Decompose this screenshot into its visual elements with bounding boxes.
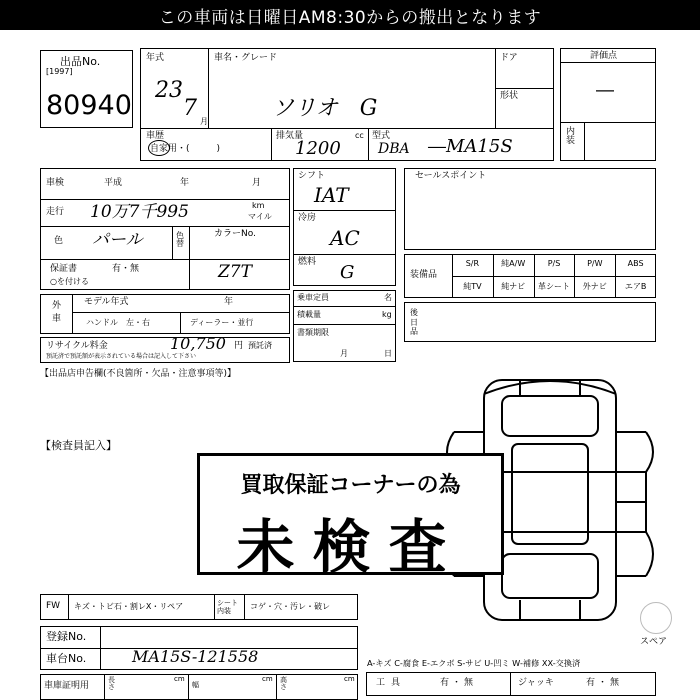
spare-tire-icon [640,602,672,634]
seat-label: シート内装 [217,599,238,616]
fw-text: キズ・トビ石・割レX・リペア [74,602,184,611]
ac-label: 冷房 [298,213,317,223]
lot-sub: [1997] [46,67,73,76]
fuel-label: 燃料 [298,257,317,267]
inspection-month: 月 [252,178,262,188]
color-label: 色 [54,236,64,246]
equipment-item: 純TV [463,282,482,291]
equipment-item: 革シート [537,282,570,291]
docs-label: 書類期限 [297,328,329,337]
displacement-unit: cc [355,131,364,140]
door-label: ドア [500,53,518,63]
mileage-km: km [252,201,265,210]
history-value: 自家用・( ) [150,144,221,154]
fuel-value: G [340,262,355,283]
car-name-value: ソリオ G [272,96,378,121]
shape-label: 形状 [500,91,519,101]
jack-options: 有・無 [586,678,623,688]
recycle-value: 10,750 [170,334,226,353]
model-value: ―MA15S [428,136,513,157]
recycle-note: 預託済で預託額が表示されている場合は記入して下さい [46,353,197,360]
warranty-label: 保証書 [50,264,78,274]
registration-label: 登録No. [46,630,87,643]
seat-text: コゲ・穴・汚レ・破レ [250,602,330,611]
jack-label: ジャッキ [518,678,554,688]
tools-options: 有・無 [440,678,477,688]
docs-day: 日 [384,349,392,358]
import-dealer: ディーラー・並行 [190,318,254,327]
equipment-item: S/R [465,259,480,268]
cert-length-unit: cm [174,675,185,683]
rear-day-box [404,302,656,342]
model-prefix: DBA [378,141,410,157]
sales-point-label: セールスポイント [415,171,487,181]
cert-length: 長さ [108,676,115,691]
mileage-mile: マイル [248,212,272,221]
ac-value: AC [330,226,360,250]
interior-label: 内装 [566,127,576,146]
capacity-unit: 名 [384,293,392,302]
equipment-item: エアB [624,282,647,291]
month-value: 7 [183,96,197,121]
stamp-line2: 未検査 [236,513,465,581]
inspection-year: 年 [180,178,190,188]
inspection-era: 平成 [104,178,123,188]
cert-width-unit: cm [262,675,273,683]
displacement-value: 1200 [295,138,341,159]
color-change-label: 色替 [176,231,184,248]
warranty-note: ○を付ける [50,277,89,286]
recycle-unit: 円 [234,341,244,351]
equipment-item: ABS [627,259,644,268]
inspector-notes-label: 【検査員記入】 [40,439,117,452]
shift-label: シフト [298,171,326,181]
history-circle [148,140,170,156]
cert-height: 高さ [280,676,287,691]
shift-value: IAT [314,183,349,207]
import-box [40,294,290,334]
cert-width: 幅 [192,681,199,689]
equipment-item: 外ナビ [582,282,607,291]
color-value: パール [92,230,143,250]
capacity-label: 乗車定員 [297,293,329,302]
mileage-value: 10万7千995 [90,202,189,222]
equipment-label: 装備品 [410,270,438,280]
docs-month: 月 [340,349,348,358]
import-year-unit: 年 [224,297,234,307]
damage-legend: A-キズ C-腐食 E-エクボ S-サビ U-凹ミ W-補修 XX-交換済 [367,658,581,668]
chassis-value: MA15S-121558 [132,647,259,666]
history-label: 車歴 [146,131,165,141]
import-label: 外車 [52,301,62,324]
car-name-label: 車名・グレード [214,53,278,63]
recycle-status: 預託済 [248,341,272,350]
spare-label: スペア [640,637,668,647]
grade-label: 評価点 [590,51,618,61]
year-value: 23 [155,78,183,103]
equipment-item: P/S [547,259,561,268]
warranty-options: 有・無 [112,264,140,274]
color-no-value: Z7T [218,262,252,282]
equipment-item: 純A/W [501,259,526,268]
stamp-line1: 買取保証コーナーの為 [240,473,461,498]
year-label: 年式 [146,53,165,63]
equipment-item: P/W [587,259,603,268]
month-unit: 月 [200,117,208,126]
seller-notes-label: 【出品店申告欄(不良箇所・欠品・注意事項等)】 [40,369,237,379]
model-label: 型式 [372,131,391,141]
load-label: 積載量 [297,310,321,319]
inspection-label: 車検 [46,178,65,188]
import-model-year: モデル年式 [84,297,129,307]
tools-label: 工具 [376,678,407,688]
lot-number: 80940 [46,90,132,121]
displacement-label: 排気量 [276,131,304,141]
not-inspected-stamp [197,453,504,581]
color-no-label: カラーNo. [214,229,256,239]
mileage-label: 走行 [46,207,65,217]
cert-height-unit: cm [344,675,355,683]
banner: この車両は日曜日AM8:30からの搬出となります [0,0,700,30]
grade-value: ― [596,80,614,101]
cert-label: 車庫証明用 [44,681,90,691]
fw-label: FW [46,601,61,611]
load-unit: kg [382,310,392,319]
chassis-label: 車台No. [46,652,87,665]
recycle-label: リサイクル料金 [46,341,108,351]
import-handle: ハンドル 左・右 [86,318,150,327]
lot-label: 出品No. [60,55,101,68]
equipment-item: 純ナビ [501,282,526,291]
rear-day-label: 後日品 [410,308,418,337]
